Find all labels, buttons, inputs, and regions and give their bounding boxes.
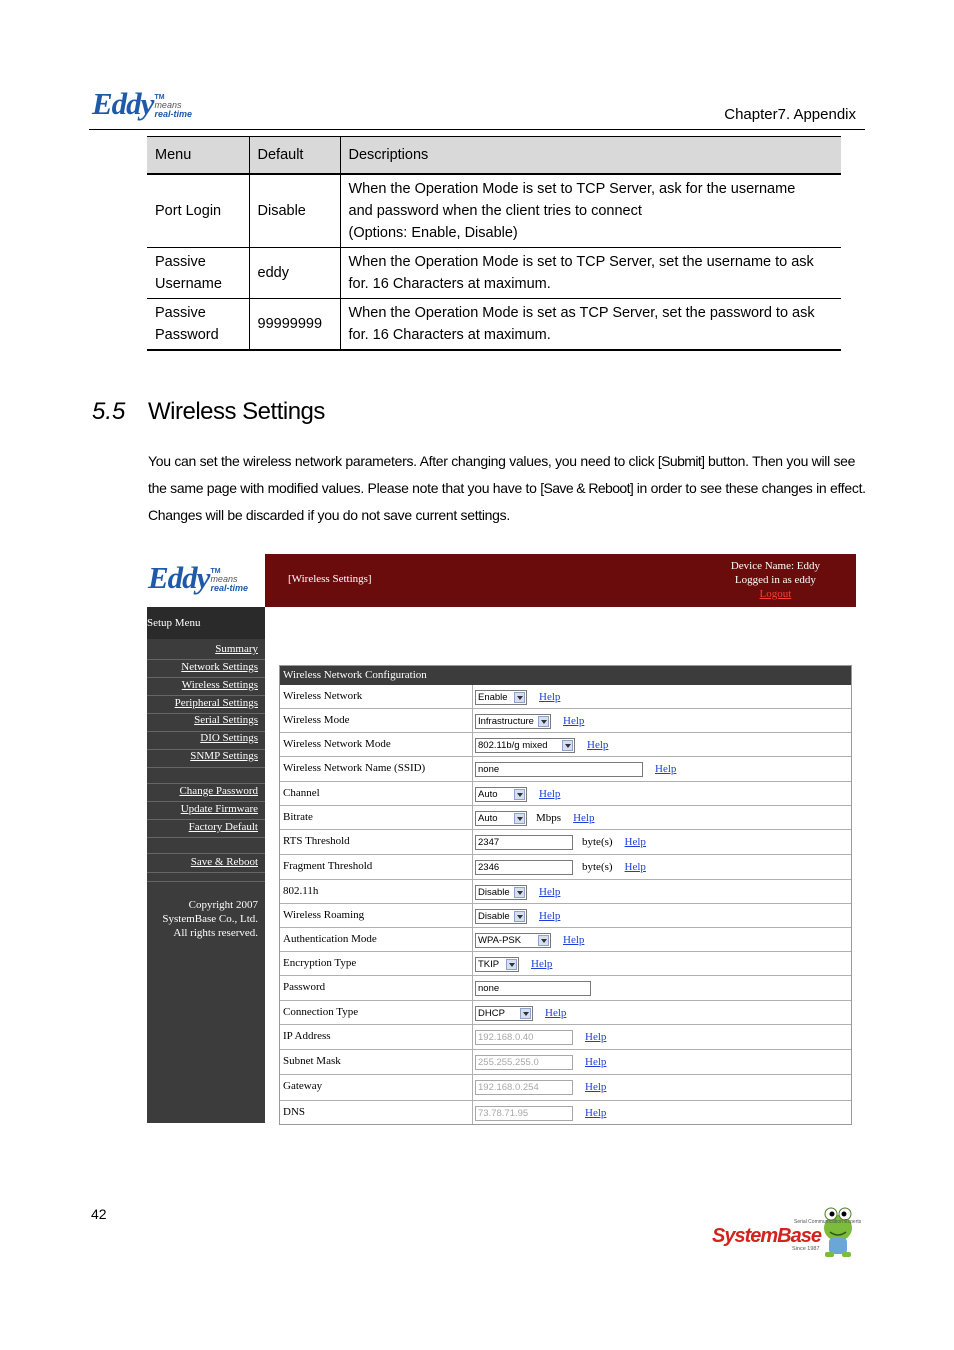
config-divider <box>472 904 473 927</box>
config-divider <box>472 782 473 805</box>
copyright <box>162 898 258 940</box>
sidebar-divider <box>147 677 265 678</box>
cell-menu <box>147 299 249 351</box>
config-divider <box>472 1050 473 1074</box>
config-label: IP Address <box>283 1030 331 1042</box>
desc-line: When the Operation Mode is set to TCP Server, set the username to ask <box>348 254 814 270</box>
config-value-cell <box>475 785 560 803</box>
intro-paragraph <box>148 448 868 529</box>
logo-means: means <box>210 574 238 584</box>
header-rule <box>89 129 865 130</box>
config-value-cell <box>475 736 608 754</box>
cell-default: eddy <box>249 248 340 299</box>
config-row <box>280 854 851 879</box>
sidebar-divider <box>147 853 265 854</box>
web-banner <box>265 554 856 607</box>
wireless-config-table <box>279 665 852 1125</box>
logo-tm: TM <box>210 568 221 575</box>
config-divider <box>472 709 473 732</box>
chevron-down-icon <box>514 887 525 898</box>
help-link[interactable]: Help <box>539 691 561 703</box>
setup-menu-heading <box>147 607 265 639</box>
config-input[interactable]: 2347 <box>475 835 573 850</box>
config-value-cell <box>475 883 560 901</box>
select-value: Disable <box>478 886 510 898</box>
intro-text: button. Then you will see the same page with modified values. Please note that you have to <box>148 453 856 496</box>
config-value-cell <box>475 907 560 925</box>
table-header-row <box>147 137 841 175</box>
page-number: 42 <box>91 1206 107 1222</box>
sidebar-item-update-firmware[interactable]: Update Firmware <box>180 803 258 815</box>
chapter-title: Chapter7. Appendix <box>724 106 856 123</box>
desc-line: for. 16 Characters at maximum. <box>348 276 551 292</box>
banner-user-info <box>731 559 820 601</box>
config-label: 802.11h <box>283 885 319 897</box>
config-label: Connection Type <box>283 1006 359 1018</box>
desc-line: for. 16 Characters at maximum. <box>348 327 551 343</box>
config-rows <box>280 685 851 1124</box>
brand-tagline: Serial Communication Experts <box>794 1219 862 1225</box>
eddy-logo <box>92 86 212 126</box>
cell-default: Disable <box>249 174 340 248</box>
config-value-cell <box>475 809 594 827</box>
help-link[interactable]: Help <box>545 1007 567 1019</box>
cell-desc <box>340 299 841 351</box>
logged-in-as: Logged in as eddy <box>734 574 816 586</box>
sidebar-item-change-password[interactable]: Change Password <box>179 785 258 797</box>
config-row <box>280 756 851 781</box>
config-divider <box>472 830 473 854</box>
cell-desc <box>340 248 841 299</box>
logo-realtime: real-time <box>210 583 248 593</box>
cell-desc <box>340 174 841 248</box>
config-select[interactable] <box>475 787 527 802</box>
config-value-cell <box>475 833 646 851</box>
config-divider <box>472 733 473 756</box>
sidebar-item-network-settings[interactable]: Network Settings <box>181 661 258 673</box>
chevron-down-icon <box>514 789 525 800</box>
config-value-cell <box>475 760 676 778</box>
config-label: Password <box>283 981 326 993</box>
intro-text: in order to see these changes in effect. Changes will be discarded if you do not save current settings. <box>148 480 866 523</box>
config-value-cell <box>475 1078 606 1096</box>
sidebar-divider <box>147 819 265 820</box>
config-value-cell <box>475 1053 606 1071</box>
config-label: Gateway <box>283 1080 323 1092</box>
help-link[interactable]: Help <box>539 886 561 898</box>
config-row <box>280 1049 851 1074</box>
config-row <box>280 1074 851 1100</box>
config-label: Authentication Mode <box>283 933 377 945</box>
banner-page-title: [Wireless Settings] <box>288 573 372 585</box>
sidebar-divider <box>147 872 265 873</box>
config-unit: byte(s) <box>582 836 613 848</box>
logo-means: means <box>154 100 182 110</box>
config-value-cell <box>475 858 646 876</box>
chevron-down-icon <box>506 959 517 970</box>
config-row <box>280 732 851 756</box>
menu-line: Passive <box>155 254 206 270</box>
help-link[interactable]: Help <box>624 861 646 873</box>
sidebar-item-save-reboot[interactable]: Save & Reboot <box>190 856 258 868</box>
col-menu: Menu <box>147 137 249 175</box>
table-row <box>147 248 841 299</box>
config-label: RTS Threshold <box>283 835 350 847</box>
help-link[interactable]: Help <box>573 812 595 824</box>
chevron-down-icon <box>562 740 573 751</box>
config-input: 192.168.0.40 <box>475 1030 573 1045</box>
config-row <box>280 829 851 854</box>
config-label: Fragment Threshold <box>283 860 373 872</box>
config-row <box>280 879 851 903</box>
table-row <box>147 299 841 351</box>
config-row <box>280 685 851 708</box>
config-row <box>280 903 851 927</box>
config-unit: Mbps <box>536 812 562 824</box>
config-select[interactable] <box>475 885 527 900</box>
help-link[interactable]: Help <box>531 958 553 970</box>
config-divider <box>472 685 473 708</box>
config-select[interactable] <box>475 909 527 924</box>
config-label: DNS <box>283 1106 306 1118</box>
help-link[interactable]: Help <box>563 934 585 946</box>
config-divider <box>472 806 473 829</box>
chevron-down-icon <box>514 911 525 922</box>
config-label: Subnet Mask <box>283 1055 341 1067</box>
config-select[interactable] <box>475 690 527 705</box>
sidebar-divider <box>147 837 265 838</box>
desc-line: and password when the client tries to connect <box>348 203 642 219</box>
copyright-line: Copyright 2007 <box>188 899 258 911</box>
chevron-down-icon <box>514 692 525 703</box>
config-value-cell <box>475 712 584 730</box>
config-row <box>280 1000 851 1024</box>
select-value: 802.11b/g mixed <box>478 739 548 751</box>
config-select[interactable] <box>475 957 519 972</box>
chevron-down-icon <box>538 935 549 946</box>
sidebar-divider <box>147 881 265 882</box>
config-select[interactable] <box>475 933 551 948</box>
menu-table <box>147 136 841 351</box>
device-name: Device Name: Eddy <box>730 560 820 572</box>
config-row <box>280 708 851 732</box>
config-divider <box>472 952 473 975</box>
section-title: Wireless Settings <box>148 398 325 425</box>
desc-line: When the Operation Mode is set to TCP Server, ask for the username <box>348 181 796 197</box>
help-link[interactable]: Help <box>585 1031 607 1043</box>
logo-word: Eddy <box>92 86 154 121</box>
sidebar-item-dio-settings[interactable]: DIO Settings <box>200 732 258 744</box>
select-value: TKIP <box>478 958 500 970</box>
desc-line: When the Operation Mode is set as TCP Server, set the password to ask <box>348 305 815 321</box>
help-link[interactable]: Help <box>563 715 585 727</box>
chevron-down-icon <box>514 813 525 824</box>
logo-word: Eddy <box>148 560 210 595</box>
config-divider <box>472 976 473 1000</box>
config-row <box>280 951 851 975</box>
help-link[interactable]: Help <box>585 1081 607 1093</box>
table-row <box>147 174 841 248</box>
sidebar-item-serial-settings[interactable]: Serial Settings <box>194 714 258 726</box>
help-link[interactable]: Help <box>655 763 677 775</box>
config-value-cell <box>475 1004 566 1022</box>
config-row <box>280 975 851 1000</box>
config-input: 255.255.255.0 <box>475 1055 573 1070</box>
select-value: Auto <box>478 812 498 824</box>
intro-text: You can set the wireless network parameters. After changing values, you need to click <box>148 453 658 469</box>
config-label: Channel <box>283 787 320 799</box>
config-row <box>280 1024 851 1049</box>
sidebar-item-summary[interactable]: Summary <box>215 643 258 655</box>
col-default: Default <box>249 137 340 175</box>
config-divider <box>472 928 473 951</box>
menu-line: Password <box>155 327 219 343</box>
config-input[interactable]: none <box>475 762 643 777</box>
config-row <box>280 781 851 805</box>
config-label: Wireless Network <box>283 690 363 702</box>
copyright-line: SystemBase Co., Ltd. <box>162 913 258 925</box>
config-label: Wireless Mode <box>283 714 350 726</box>
col-descriptions: Descriptions <box>340 137 841 175</box>
cell-default: 99999999 <box>249 299 340 351</box>
sidebar-divider <box>147 801 265 802</box>
help-link[interactable]: Help <box>585 1056 607 1068</box>
help-link[interactable]: Help <box>624 836 646 848</box>
config-value-cell <box>475 688 560 706</box>
help-link[interactable]: Help <box>539 910 561 922</box>
config-value-cell <box>475 931 584 949</box>
config-divider <box>472 855 473 879</box>
sidebar-item-wireless-settings[interactable]: Wireless Settings <box>181 679 258 691</box>
config-title: Wireless Network Configuration <box>280 666 851 685</box>
help-link[interactable]: Help <box>539 788 561 800</box>
config-divider <box>472 1025 473 1049</box>
config-select[interactable] <box>475 811 527 826</box>
config-value-cell <box>475 979 591 997</box>
submit-reference: [Submit] <box>657 453 705 469</box>
chevron-down-icon <box>520 1008 531 1019</box>
setup-menu-label: Setup Menu <box>147 617 201 629</box>
config-select[interactable] <box>475 1006 533 1021</box>
config-value-cell <box>475 1028 606 1046</box>
config-divider <box>472 757 473 781</box>
config-divider <box>472 1075 473 1100</box>
logo-realtime: real-time <box>154 109 192 119</box>
sidebar-item-snmp-settings[interactable]: SNMP Settings <box>190 750 258 762</box>
select-value: Auto <box>478 788 498 800</box>
select-value: Infrastructure <box>478 715 534 727</box>
screenshot-eddy-logo <box>148 560 266 604</box>
cell-menu <box>147 248 249 299</box>
select-value: WPA-PSK <box>478 934 522 946</box>
config-input[interactable]: none <box>475 981 591 996</box>
config-unit: byte(s) <box>582 861 613 873</box>
sidebar-item-peripheral-settings[interactable]: Peripheral Settings <box>174 697 258 709</box>
sidebar-divider <box>147 695 265 696</box>
config-input[interactable]: 2346 <box>475 860 573 875</box>
config-select[interactable] <box>475 738 575 753</box>
config-select[interactable] <box>475 714 551 729</box>
select-value: DHCP <box>478 1007 505 1019</box>
config-label: Wireless Network Name (SSID) <box>283 762 426 774</box>
sidebar-divider <box>147 659 265 660</box>
select-value: Disable <box>478 910 510 922</box>
config-label: Wireless Roaming <box>283 909 365 921</box>
chevron-down-icon <box>538 716 549 727</box>
menu-line: Passive <box>155 305 206 321</box>
config-divider <box>472 1101 473 1124</box>
brand-name: SystemBase <box>712 1225 821 1247</box>
brand-since: Since 1987 <box>792 1246 820 1252</box>
config-divider <box>472 1001 473 1024</box>
config-label: Bitrate <box>283 811 313 823</box>
sidebar-item-factory-default[interactable]: Factory Default <box>188 821 258 833</box>
help-link[interactable]: Help <box>585 1107 607 1119</box>
logo-tm: TM <box>154 94 165 101</box>
config-row <box>280 927 851 951</box>
section-number: 5.5 <box>92 398 126 425</box>
sidebar-divider <box>147 767 265 768</box>
config-label: Wireless Network Mode <box>283 738 391 750</box>
select-value: Enable <box>478 691 508 703</box>
copyright-line: All rights reserved. <box>173 927 258 939</box>
config-input: 73.78.71.95 <box>475 1106 573 1121</box>
desc-line: (Options: Enable, Disable) <box>348 225 518 241</box>
config-divider <box>472 880 473 903</box>
logout-link[interactable]: Logout <box>759 588 792 600</box>
setup-sidebar <box>147 607 265 1123</box>
systembase-logo <box>712 1204 864 1260</box>
save-reboot-reference: [Save & Reboot] <box>540 480 634 496</box>
menu-line: Username <box>155 276 222 292</box>
config-label: Encryption Type <box>283 957 357 969</box>
cell-menu: Port Login <box>147 174 249 248</box>
config-row <box>280 1100 851 1124</box>
config-value-cell <box>475 1104 606 1122</box>
config-row <box>280 805 851 829</box>
config-input: 192.168.0.254 <box>475 1080 573 1095</box>
sidebar-divider <box>147 783 265 784</box>
help-link[interactable]: Help <box>587 739 609 751</box>
config-value-cell <box>475 955 552 973</box>
